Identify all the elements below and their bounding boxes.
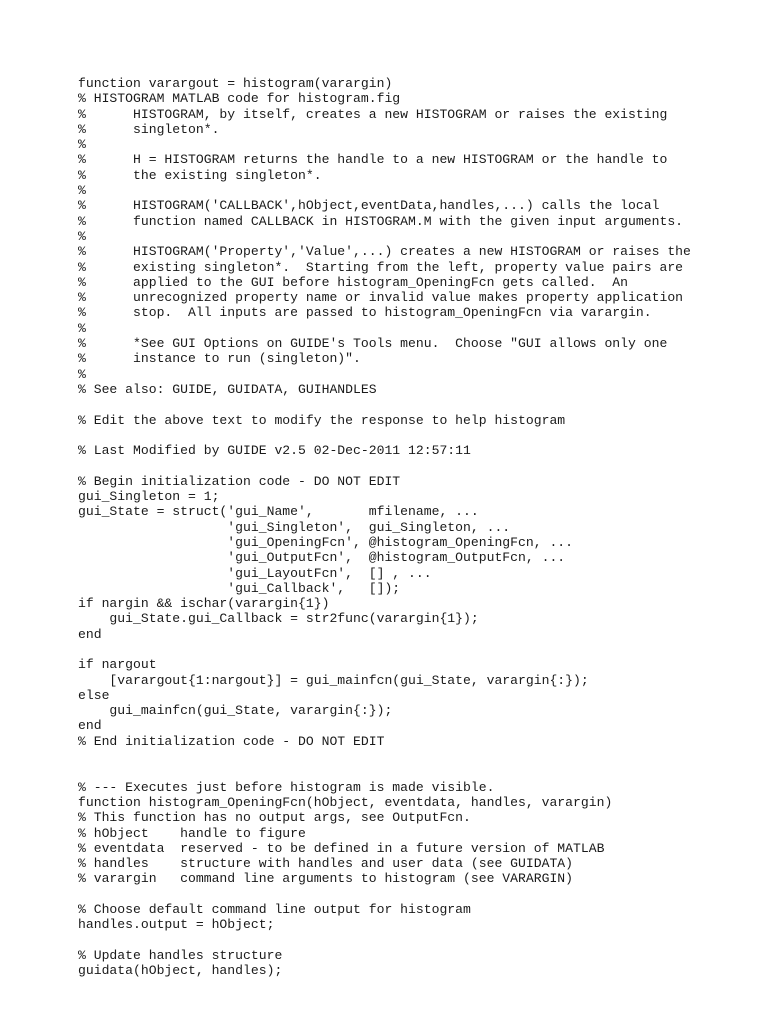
code-line: % applied to the GUI before histogram_OpeningFcn gets called. An bbox=[78, 274, 629, 290]
code-line: % H = HISTOGRAM returns the handle to a new HISTOGRAM or the handle to bbox=[78, 152, 668, 168]
code-line: % HISTOGRAM('Property','Value',...) creates a new HISTOGRAM or raises the bbox=[78, 244, 691, 260]
code-line bbox=[78, 933, 758, 948]
code-line: 'gui_LayoutFcn', [] , ... bbox=[78, 565, 432, 581]
code-line: % See also: GUIDE, GUIDATA, GUIHANDLES bbox=[78, 381, 377, 397]
code-line: gui_Singleton = 1; bbox=[78, 489, 220, 505]
code-line: % singleton*. bbox=[78, 121, 220, 137]
code-line: % Update handles structure bbox=[78, 947, 283, 963]
code-line: % --- Executes just before histogram is made visible. bbox=[78, 779, 495, 795]
code-line: end bbox=[78, 718, 102, 734]
code-line: 'gui_Singleton', gui_Singleton, ... bbox=[78, 519, 511, 535]
code-line: % existing singleton*. Starting from the left, property value pairs are bbox=[78, 259, 684, 275]
code-line: % HISTOGRAM MATLAB code for histogram.fig bbox=[78, 91, 401, 107]
code-line: % Last Modified by GUIDE v2.5 02-Dec-2011 12:57:11 bbox=[78, 443, 471, 459]
code-line: % bbox=[78, 183, 86, 199]
code-line: % the existing singleton*. bbox=[78, 167, 322, 183]
code-line bbox=[78, 458, 758, 473]
code-line: % HISTOGRAM, by itself, creates a new HISTOGRAM or raises the existing bbox=[78, 106, 668, 122]
code-line: 'gui_OpeningFcn', @histogram_OpeningFcn, ... bbox=[78, 534, 574, 550]
code-line: % stop. All inputs are passed to histogram_OpeningFcn via varargin. bbox=[78, 305, 652, 321]
code-line: end bbox=[78, 626, 102, 642]
code-line: % bbox=[78, 320, 86, 336]
code-line: % End initialization code - DO NOT EDIT bbox=[78, 733, 385, 749]
code-line: % HISTOGRAM('CALLBACK',hObject,eventData,handles,...) calls the local bbox=[78, 198, 660, 214]
code-line: % function named CALLBACK in HISTOGRAM.M with the given input arguments. bbox=[78, 213, 684, 229]
code-line bbox=[78, 397, 758, 412]
code-line: % Choose default command line output for histogram bbox=[78, 902, 471, 918]
code-line bbox=[78, 749, 758, 764]
code-line: % This function has no output args, see OutputFcn. bbox=[78, 810, 471, 826]
code-line: [varargout{1:nargout}] = gui_mainfcn(gui_State, varargin{:}); bbox=[78, 672, 589, 688]
code-line: gui_State.gui_Callback = str2func(varargin{1}); bbox=[78, 611, 479, 627]
code-line: % bbox=[78, 366, 86, 382]
code-line: % unrecognized property name or invalid value makes property application bbox=[78, 290, 684, 306]
code-line: 'gui_OutputFcn', @histogram_OutputFcn, ... bbox=[78, 550, 566, 566]
code-line: gui_mainfcn(gui_State, varargin{:}); bbox=[78, 703, 393, 719]
code-line: function varargout = histogram(varargin) bbox=[78, 76, 393, 91]
code-line: % instance to run (singleton)". bbox=[78, 351, 361, 367]
code-line: % varargin command line arguments to histogram (see VARARGIN) bbox=[78, 871, 574, 887]
code-line bbox=[78, 642, 758, 657]
code-line: % bbox=[78, 228, 86, 244]
code-line: % *See GUI Options on GUIDE's Tools menu. Choose "GUI allows only one bbox=[78, 336, 668, 352]
code-line: 'gui_Callback', []); bbox=[78, 580, 401, 596]
code-listing bbox=[78, 76, 758, 979]
code-line: else bbox=[78, 687, 110, 703]
code-line: if nargout bbox=[78, 657, 157, 673]
code-line: % handles structure with handles and user data (see GUIDATA) bbox=[78, 856, 574, 872]
code-line bbox=[78, 887, 758, 902]
code-line: guidata(hObject, handles); bbox=[78, 963, 283, 979]
code-line: % Edit the above text to modify the response to help histogram bbox=[78, 412, 566, 428]
code-line: gui_State = struct('gui_Name', mfilename, ... bbox=[78, 504, 479, 520]
code-line: % eventdata reserved - to be defined in a future version of MATLAB bbox=[78, 840, 605, 856]
code-line bbox=[78, 428, 758, 443]
code-line bbox=[78, 764, 758, 779]
code-line: handles.output = hObject; bbox=[78, 917, 275, 933]
code-line: % bbox=[78, 137, 86, 153]
code-line: function histogram_OpeningFcn(hObject, eventdata, handles, varargin) bbox=[78, 794, 613, 810]
code-line: % Begin initialization code - DO NOT EDIT bbox=[78, 473, 401, 489]
code-line: % hObject handle to figure bbox=[78, 825, 306, 841]
code-line: if nargin && ischar(varargin{1}) bbox=[78, 596, 330, 612]
